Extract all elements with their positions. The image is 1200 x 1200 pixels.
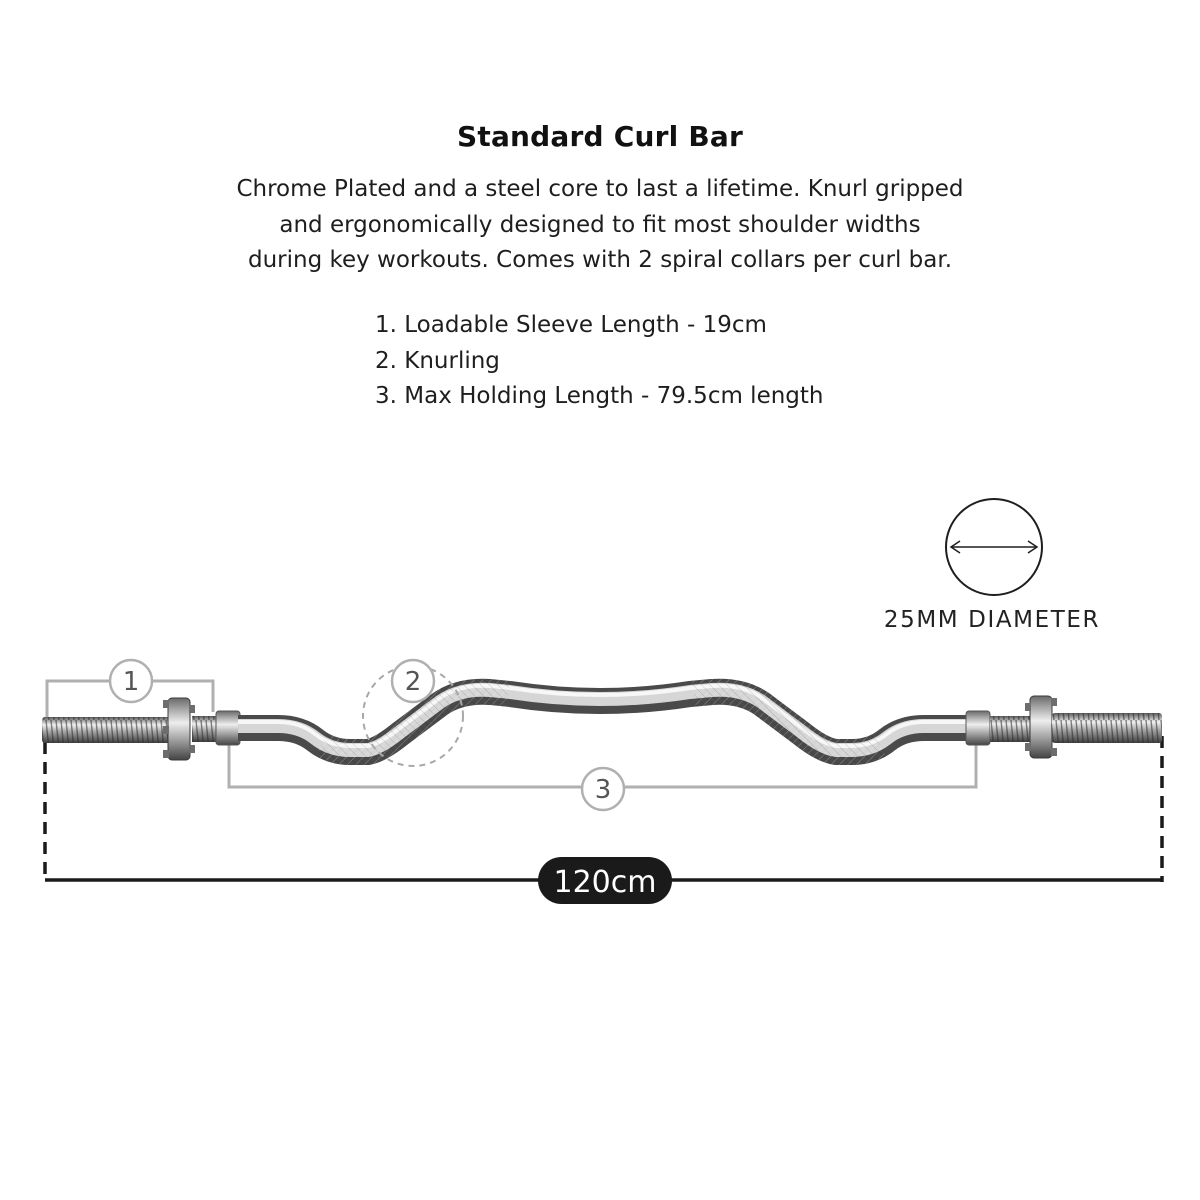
curl-bar [42,686,1162,760]
diameter-label: 25MM DIAMETER [883,607,1101,633]
spec-max-holding-length: 3. Max Holding Length - 79.5cm length [375,383,824,409]
callout-number: 1 [122,667,140,697]
spec-sleeve-length: 1. Loadable Sleeve Length - 19cm [375,312,767,338]
callout-number: 3 [594,775,612,805]
product-title: Standard Curl Bar [457,120,743,153]
callout-badge-2 [392,660,434,702]
description-line: during key workouts. Comes with 2 spiral collars per curl bar. [247,247,953,273]
left-spiral-collar [163,698,195,760]
right-knurling [694,692,880,752]
callout-badge-3 [582,768,624,810]
diameter-icon [946,499,1042,595]
total-length-badge [538,857,672,904]
description-line: and ergonomically designed to fit most shoulder widths [279,211,921,238]
description-line: Chrome Plated and a steel core to last a lifetime. Knurl gripped [236,176,964,202]
spec-knurling: 2. Knurling [375,347,500,374]
callout-badge-1 [110,660,152,702]
callout-number: 2 [404,667,422,697]
total-length-label: 120cm [553,865,657,900]
